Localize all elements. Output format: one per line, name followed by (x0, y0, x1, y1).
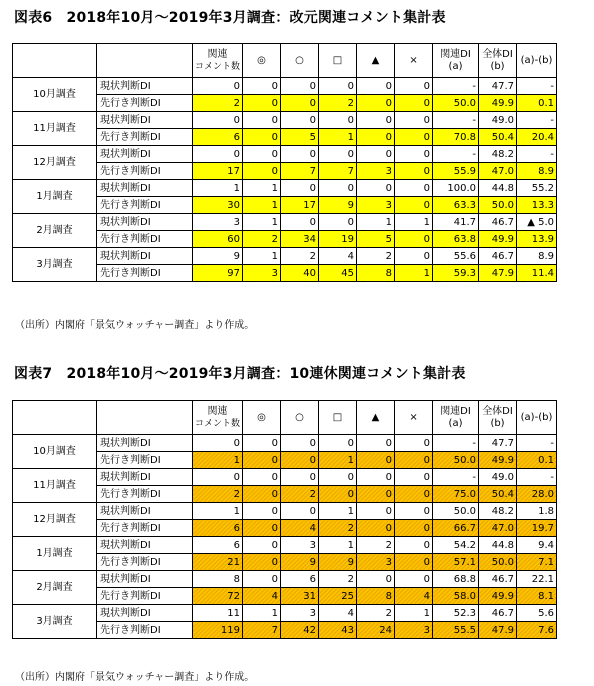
data-cell: 0 (357, 503, 395, 520)
data-cell: 2 (243, 231, 281, 248)
column-header: □ (319, 401, 357, 435)
data-cell: 0 (243, 95, 281, 112)
data-cell: 50.0 (433, 95, 479, 112)
data-cell: 100.0 (433, 180, 479, 197)
data-cell: 4 (319, 248, 357, 265)
column-header: (a)-(b) (517, 401, 557, 435)
data-cell: 1 (243, 248, 281, 265)
data-cell: 0 (243, 503, 281, 520)
data-cell: 0 (395, 503, 433, 520)
column-header: × (395, 401, 433, 435)
row-label: 現状判断DI (97, 180, 193, 197)
data-cell: 0 (357, 78, 395, 95)
data-cell: 0 (319, 180, 357, 197)
data-cell: 1 (319, 452, 357, 469)
data-cell: 0 (357, 571, 395, 588)
data-cell: 0 (193, 435, 243, 452)
month-label: 1月調査 (13, 537, 97, 571)
data-cell: 0.1 (517, 95, 557, 112)
data-cell: 7 (243, 622, 281, 639)
data-cell: 0 (319, 112, 357, 129)
data-cell: 0 (357, 435, 395, 452)
data-cell: 41.7 (433, 214, 479, 231)
data-cell: 1 (395, 265, 433, 282)
data-cell: 3 (357, 163, 395, 180)
data-cell: 0 (243, 486, 281, 503)
data-cell: ▲ 5.0 (517, 214, 557, 231)
data-cell: 3 (193, 214, 243, 231)
data-cell: - (517, 78, 557, 95)
data-cell: 55.9 (433, 163, 479, 180)
data-cell: 4 (281, 520, 319, 537)
data-cell: 1 (357, 214, 395, 231)
data-cell: 0 (357, 486, 395, 503)
row-label: 現状判断DI (97, 469, 193, 486)
row-label: 先行き判断DI (97, 129, 193, 146)
data-cell: 0 (357, 520, 395, 537)
data-cell: 7 (319, 163, 357, 180)
data-cell: 50.0 (433, 452, 479, 469)
data-cell: 8 (193, 571, 243, 588)
table-row (13, 146, 557, 163)
data-cell: 0 (319, 214, 357, 231)
data-cell: 0 (243, 571, 281, 588)
data-cell: 97 (193, 265, 243, 282)
data-cell: 7.1 (517, 554, 557, 571)
data-cell: 1 (319, 537, 357, 554)
data-cell: 2 (281, 248, 319, 265)
data-cell: 1 (193, 452, 243, 469)
table-row (13, 248, 557, 265)
data-cell: 6 (193, 129, 243, 146)
data-cell: 22.1 (517, 571, 557, 588)
data-cell: 31 (281, 588, 319, 605)
data-cell: 49.9 (479, 95, 517, 112)
row-label: 現状判断DI (97, 537, 193, 554)
month-label: 1月調査 (13, 180, 97, 214)
header-blank-cell (97, 44, 193, 78)
row-label: 現状判断DI (97, 435, 193, 452)
table-row (13, 571, 557, 588)
data-cell: 8 (357, 265, 395, 282)
data-cell: 49.9 (479, 231, 517, 248)
data-cell: 48.2 (479, 146, 517, 163)
data-cell: 2 (319, 95, 357, 112)
data-cell: 0 (243, 469, 281, 486)
data-cell: 63.3 (433, 197, 479, 214)
column-header: 関連DI (a) (433, 44, 479, 78)
data-cell: 55.2 (517, 180, 557, 197)
data-cell: 0 (395, 554, 433, 571)
data-cell: 1 (193, 503, 243, 520)
table7-source: （出所）内閣府「景気ウォッチャー調査」より作成。 (15, 672, 255, 683)
header-row (13, 401, 557, 435)
data-cell: 0 (357, 146, 395, 163)
data-cell: 45 (319, 265, 357, 282)
row-label: 先行き判断DI (97, 554, 193, 571)
data-cell: - (433, 78, 479, 95)
column-header: 関連 コメント数 (193, 401, 243, 435)
data-cell: 8.1 (517, 588, 557, 605)
column-header: ○ (281, 44, 319, 78)
data-cell: 1 (319, 129, 357, 146)
column-header: (a)-(b) (517, 44, 557, 78)
data-cell: 3 (357, 197, 395, 214)
data-cell: 7.6 (517, 622, 557, 639)
data-cell: 0 (281, 503, 319, 520)
data-cell: 0 (357, 469, 395, 486)
data-cell: 0 (243, 146, 281, 163)
data-cell: 9 (319, 554, 357, 571)
data-cell: 55.5 (433, 622, 479, 639)
data-cell: 30 (193, 197, 243, 214)
column-header: ▲ (357, 44, 395, 78)
data-cell: 3 (281, 605, 319, 622)
data-cell: 2 (319, 520, 357, 537)
data-cell: 46.7 (479, 571, 517, 588)
data-cell: 49.9 (479, 588, 517, 605)
data-cell: 40 (281, 265, 319, 282)
data-cell: 0 (357, 129, 395, 146)
data-cell: 1 (243, 605, 281, 622)
data-cell: 1.8 (517, 503, 557, 520)
data-cell: 9.4 (517, 537, 557, 554)
data-cell: 44.8 (479, 180, 517, 197)
data-cell: 0 (357, 452, 395, 469)
data-cell: 0 (395, 571, 433, 588)
data-cell: 0 (395, 163, 433, 180)
column-header: ▲ (357, 401, 395, 435)
data-cell: - (433, 435, 479, 452)
month-label: 3月調査 (13, 248, 97, 282)
data-cell: 2 (357, 537, 395, 554)
data-cell: 48.2 (479, 503, 517, 520)
data-cell: 24 (357, 622, 395, 639)
column-header: 全体DI (b) (479, 401, 517, 435)
data-cell: 0 (395, 231, 433, 248)
data-cell: 1 (193, 180, 243, 197)
data-cell: 55.6 (433, 248, 479, 265)
table6 (12, 43, 557, 282)
data-cell: 75.0 (433, 486, 479, 503)
data-cell: 21 (193, 554, 243, 571)
data-cell: 34 (281, 231, 319, 248)
data-cell: 0 (281, 95, 319, 112)
data-cell: 49.9 (479, 452, 517, 469)
data-cell: 4 (319, 605, 357, 622)
data-cell: 0 (395, 180, 433, 197)
data-cell: 0 (357, 180, 395, 197)
header-blank-cell (13, 44, 97, 78)
row-label: 先行き判断DI (97, 622, 193, 639)
column-header: □ (319, 44, 357, 78)
data-cell: 0 (193, 78, 243, 95)
row-label: 先行き判断DI (97, 95, 193, 112)
data-cell: 5 (281, 129, 319, 146)
data-cell: 8.9 (517, 248, 557, 265)
table-row (13, 605, 557, 622)
data-cell: 0 (319, 146, 357, 163)
data-cell: 68.8 (433, 571, 479, 588)
row-label: 先行き判断DI (97, 486, 193, 503)
data-cell: 50.4 (479, 129, 517, 146)
data-cell: 0 (243, 78, 281, 95)
data-cell: 0 (281, 452, 319, 469)
data-cell: 54.2 (433, 537, 479, 554)
row-label: 先行き判断DI (97, 265, 193, 282)
month-label: 12月調査 (13, 146, 97, 180)
data-cell: 0 (243, 520, 281, 537)
data-cell: 8 (357, 588, 395, 605)
data-cell: 47.7 (479, 435, 517, 452)
row-label: 先行き判断DI (97, 452, 193, 469)
data-cell: 4 (395, 588, 433, 605)
data-cell: 44.8 (479, 537, 517, 554)
table-row (13, 112, 557, 129)
row-label: 現状判断DI (97, 503, 193, 520)
data-cell: 59.3 (433, 265, 479, 282)
table7 (12, 400, 557, 639)
data-cell: 17 (193, 163, 243, 180)
data-cell: 119 (193, 622, 243, 639)
data-cell: 46.7 (479, 214, 517, 231)
data-cell: 47.9 (479, 622, 517, 639)
data-cell: 0 (395, 112, 433, 129)
data-cell: 57.1 (433, 554, 479, 571)
data-cell: 6 (281, 571, 319, 588)
data-cell: 0 (281, 435, 319, 452)
data-cell: 6 (193, 537, 243, 554)
column-header: 全体DI (b) (479, 44, 517, 78)
data-cell: 11.4 (517, 265, 557, 282)
data-cell: 0 (243, 452, 281, 469)
data-cell: 0 (395, 469, 433, 486)
data-cell: 0 (243, 554, 281, 571)
data-cell: 1 (243, 180, 281, 197)
data-cell: 9 (193, 248, 243, 265)
data-cell: 0 (395, 486, 433, 503)
data-cell: 2 (357, 605, 395, 622)
column-header: 関連 コメント数 (193, 44, 243, 78)
data-cell: 20.4 (517, 129, 557, 146)
table7-title: 図表7 2018年10月～2019年3月調査：10連休関連コメント集計表 (14, 366, 466, 382)
data-cell: 0 (243, 129, 281, 146)
month-label: 2月調査 (13, 571, 97, 605)
month-label: 10月調査 (13, 435, 97, 469)
data-cell: - (517, 112, 557, 129)
table6-source: （出所）内閣府「景気ウォッチャー調査」より作成。 (15, 320, 255, 331)
data-cell: 6 (193, 520, 243, 537)
row-label: 現状判断DI (97, 214, 193, 231)
row-label: 現状判断DI (97, 112, 193, 129)
data-cell: 2 (193, 95, 243, 112)
table-row (13, 78, 557, 95)
data-cell: 0 (281, 214, 319, 231)
header-row (13, 44, 557, 78)
data-cell: 42 (281, 622, 319, 639)
row-label: 先行き判断DI (97, 163, 193, 180)
data-cell: 0 (281, 469, 319, 486)
header-blank-cell (97, 401, 193, 435)
data-cell: 0 (357, 95, 395, 112)
row-label: 先行き判断DI (97, 231, 193, 248)
data-cell: 0 (193, 146, 243, 163)
data-cell: 0 (357, 112, 395, 129)
data-cell: 17 (281, 197, 319, 214)
row-label: 先行き判断DI (97, 197, 193, 214)
data-cell: 25 (319, 588, 357, 605)
data-cell: 66.7 (433, 520, 479, 537)
data-cell: 0 (319, 435, 357, 452)
data-cell: - (517, 469, 557, 486)
data-cell: 2 (281, 486, 319, 503)
month-label: 2月調査 (13, 214, 97, 248)
data-cell: 3 (243, 265, 281, 282)
data-cell: 3 (395, 622, 433, 639)
column-header: ○ (281, 401, 319, 435)
data-cell: 0 (243, 537, 281, 554)
data-cell: 0 (395, 435, 433, 452)
data-cell: 3 (357, 554, 395, 571)
data-cell: 9 (319, 197, 357, 214)
data-cell: 49.0 (479, 112, 517, 129)
data-cell: 49.0 (479, 469, 517, 486)
data-cell: 4 (243, 588, 281, 605)
data-cell: 19.7 (517, 520, 557, 537)
month-label: 11月調査 (13, 112, 97, 146)
month-label: 11月調査 (13, 469, 97, 503)
row-label: 現状判断DI (97, 146, 193, 163)
data-cell: 5.6 (517, 605, 557, 622)
data-cell: 50.0 (479, 554, 517, 571)
data-cell: 28.0 (517, 486, 557, 503)
data-cell: 8.9 (517, 163, 557, 180)
data-cell: 43 (319, 622, 357, 639)
data-cell: 0 (395, 452, 433, 469)
table6-title: 図表6 2018年10月～2019年3月調査：改元関連コメント集計表 (14, 10, 446, 26)
data-cell: - (517, 435, 557, 452)
data-cell: 2 (357, 248, 395, 265)
data-cell: 0 (395, 129, 433, 146)
data-cell: 1 (243, 197, 281, 214)
table-row (13, 469, 557, 486)
data-cell: 0 (319, 486, 357, 503)
data-cell: 50.0 (479, 197, 517, 214)
month-label: 3月調査 (13, 605, 97, 639)
table-row (13, 214, 557, 231)
data-cell: 1 (319, 503, 357, 520)
data-cell: 47.0 (479, 520, 517, 537)
data-cell: 1 (395, 605, 433, 622)
data-cell: 0 (281, 112, 319, 129)
data-cell: 47.9 (479, 265, 517, 282)
data-cell: 50.0 (433, 503, 479, 520)
data-cell: 0 (395, 78, 433, 95)
data-cell: 0 (319, 78, 357, 95)
row-label: 現状判断DI (97, 571, 193, 588)
data-cell: 0 (281, 146, 319, 163)
data-cell: 9 (281, 554, 319, 571)
data-cell: - (433, 469, 479, 486)
data-cell: 52.3 (433, 605, 479, 622)
data-cell: 0 (395, 520, 433, 537)
data-cell: 0 (281, 180, 319, 197)
data-cell: 2 (319, 571, 357, 588)
data-cell: 0 (193, 469, 243, 486)
data-cell: 63.8 (433, 231, 479, 248)
data-cell: - (517, 146, 557, 163)
data-cell: 46.7 (479, 605, 517, 622)
data-cell: 19 (319, 231, 357, 248)
month-label: 10月調査 (13, 78, 97, 112)
column-header: ◎ (243, 401, 281, 435)
data-cell: - (433, 146, 479, 163)
data-cell: 0 (395, 146, 433, 163)
data-cell: 3 (281, 537, 319, 554)
table-row (13, 537, 557, 554)
data-cell: 13.9 (517, 231, 557, 248)
data-cell: 0 (319, 469, 357, 486)
data-cell: 0 (395, 95, 433, 112)
data-cell: 11 (193, 605, 243, 622)
row-label: 現状判断DI (97, 248, 193, 265)
data-cell: 13.3 (517, 197, 557, 214)
data-cell: 0 (193, 112, 243, 129)
data-cell: 0 (243, 112, 281, 129)
table-row (13, 180, 557, 197)
column-header: × (395, 44, 433, 78)
data-cell: 0 (395, 537, 433, 554)
data-cell: 58.0 (433, 588, 479, 605)
data-cell: 60 (193, 231, 243, 248)
header-blank-cell (13, 401, 97, 435)
data-cell: 1 (395, 214, 433, 231)
column-header: 関連DI (a) (433, 401, 479, 435)
row-label: 先行き判断DI (97, 520, 193, 537)
data-cell: 70.8 (433, 129, 479, 146)
data-cell: 0.1 (517, 452, 557, 469)
row-label: 現状判断DI (97, 78, 193, 95)
data-cell: 0 (243, 435, 281, 452)
row-label: 先行き判断DI (97, 588, 193, 605)
month-label: 12月調査 (13, 503, 97, 537)
data-cell: 5 (357, 231, 395, 248)
data-cell: 46.7 (479, 248, 517, 265)
data-cell: 0 (395, 197, 433, 214)
data-cell: 0 (243, 163, 281, 180)
row-label: 現状判断DI (97, 605, 193, 622)
data-cell: 2 (193, 486, 243, 503)
data-cell: 50.4 (479, 486, 517, 503)
data-cell: 47.7 (479, 78, 517, 95)
data-cell: 0 (395, 248, 433, 265)
data-cell: 0 (281, 78, 319, 95)
data-cell: 47.0 (479, 163, 517, 180)
data-cell: 1 (243, 214, 281, 231)
table-row (13, 435, 557, 452)
column-header: ◎ (243, 44, 281, 78)
data-cell: - (433, 112, 479, 129)
data-cell: 7 (281, 163, 319, 180)
data-cell: 72 (193, 588, 243, 605)
table-row (13, 503, 557, 520)
